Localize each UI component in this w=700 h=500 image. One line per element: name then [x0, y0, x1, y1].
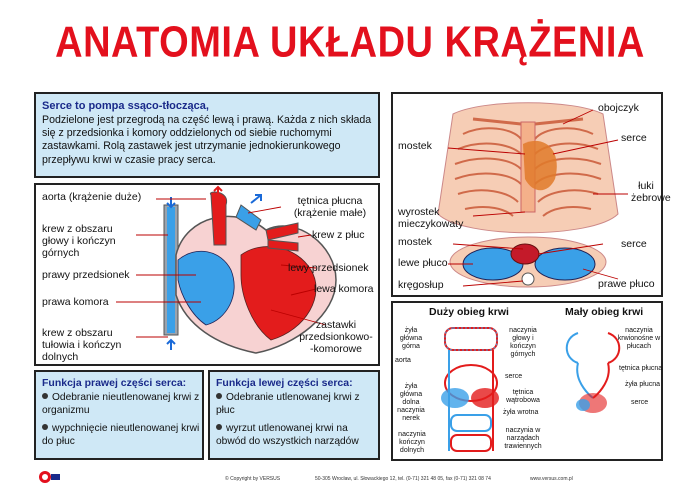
- versus-logo-icon: [38, 470, 60, 484]
- label-aorta-big: aorta: [395, 357, 411, 364]
- label-prawa-komora: prawa komora: [42, 296, 109, 308]
- label-prawy-przedsionek: prawy przedsionek: [42, 269, 130, 281]
- intro-panel: [34, 92, 380, 178]
- label-zyla-wrotna: żyła wrotna: [503, 409, 539, 416]
- label-zyla-plucna: żyła płucna: [625, 381, 661, 388]
- function-left-item-2: wyrzut utlenowanej krwi na obwód do wszystkich narządów: [216, 423, 359, 447]
- function-left-item-1: Odebranie utlenowanej krwi z płuc: [216, 392, 360, 416]
- label-zyla-gorna: żyła główna górna: [399, 327, 423, 350]
- label-naczynia-narzadow: naczynia w narządach trawiennych: [504, 427, 542, 450]
- label-tetnica-plucna-small: tętnica płucna: [619, 365, 663, 372]
- label-zyla-dolna: żyła główna dolna: [399, 383, 423, 406]
- small-circulation-title: Mały obieg krwi: [565, 306, 644, 318]
- label-tetnica-watrobowa: tętnica wątrobowa: [506, 389, 540, 404]
- label-tetnica-plucna: tętnica płucna (krążenie małe): [293, 195, 367, 219]
- intro-heading: Serce to pompa ssąco-tłocząca,: [42, 100, 209, 112]
- label-mostek: mostek: [398, 140, 432, 152]
- bullet-icon: [42, 393, 48, 399]
- label-krew-z-pluc: krew z płuc: [312, 229, 365, 241]
- footer-address: 50-305 Wrocław, ul. Słowackiego 12, tel. (0-71) 321 48 05, fax (0-71) 321 08 74: [315, 476, 491, 482]
- label-serce-big: serce: [505, 373, 523, 380]
- label-obojczyk: obojczyk: [598, 102, 639, 114]
- function-right-item-1: Odebranie nieutlenowanej krwi z organizmu: [42, 392, 200, 416]
- function-left-heart-panel: [208, 370, 380, 460]
- function-right-heading: Funkcja prawej części serca:: [42, 377, 187, 389]
- big-circulation-title: Duży obieg krwi: [429, 306, 509, 318]
- heart-diagram-panel: [34, 183, 380, 366]
- label-wyrostek: wyrostek mieczykowaty: [398, 206, 464, 230]
- label-serce: serce: [621, 132, 647, 144]
- label-luki-zebrowe: łuki żebrowe: [631, 180, 671, 204]
- function-left-heading: Funkcja lewej części serca:: [216, 377, 353, 389]
- function-right-heart-panel: [34, 370, 204, 460]
- label-serce-small: serce: [631, 399, 649, 406]
- label-naczynia-pluc: naczynia krwionośne w płucach: [617, 327, 661, 350]
- label-naczynia-nerek: naczynia nerek: [397, 407, 425, 422]
- label-naczynia-konczyn: naczynia kończyn dolnych: [398, 431, 426, 454]
- bullet-icon: [216, 424, 222, 430]
- label-krew-tulow: krew z obszaru tułowia i kończyn dolnych: [42, 327, 122, 363]
- label-lewy-przedsionek: lewy przedsionek: [288, 262, 369, 274]
- label-lewe-pluco: lewe płuco: [398, 257, 448, 269]
- label-krew-glowa: krew z obszaru głowy i kończyn górnych: [42, 223, 116, 259]
- chest-diagram-panel: [391, 92, 671, 297]
- footer-website: www.versus.com.pl: [530, 476, 573, 482]
- label-prawe-pluco: prawe płuco: [598, 278, 655, 290]
- label-serce-2: serce: [621, 238, 647, 250]
- function-right-item-2: wypchnięcie nieutlenowanej krwi do płuc: [42, 423, 200, 447]
- label-naczynia-glowy: naczynia głowy i kończyn górnych: [509, 327, 537, 358]
- label-aorta: aorta (krążenie duże): [42, 191, 142, 203]
- page-title: ANATOMIA UKŁADU KRĄŻENIA: [55, 18, 645, 68]
- footer-copyright: © Copyright by VERSUS: [225, 476, 281, 482]
- circulation-panel: [391, 301, 663, 461]
- bullet-icon: [42, 424, 48, 430]
- label-zastawki: zastawki przedsionkowo- -komorowe: [299, 319, 373, 355]
- intro-text: Podzielone jest przegrodą na część lewą i prawą. Każda z nich składa się z przedsionka i komory oddzielonych od siebie ruchomymi zastawkami. Rolą zastawek jest utrzymanie jednokierunkowego przepływu krwi w czasie pracy serca.: [42, 114, 372, 166]
- label-kregoslup: kręgosłup: [398, 279, 444, 291]
- label-mostek-2: mostek: [398, 236, 432, 248]
- bullet-icon: [216, 393, 222, 399]
- label-lewa-komora: lewa komora: [314, 283, 374, 295]
